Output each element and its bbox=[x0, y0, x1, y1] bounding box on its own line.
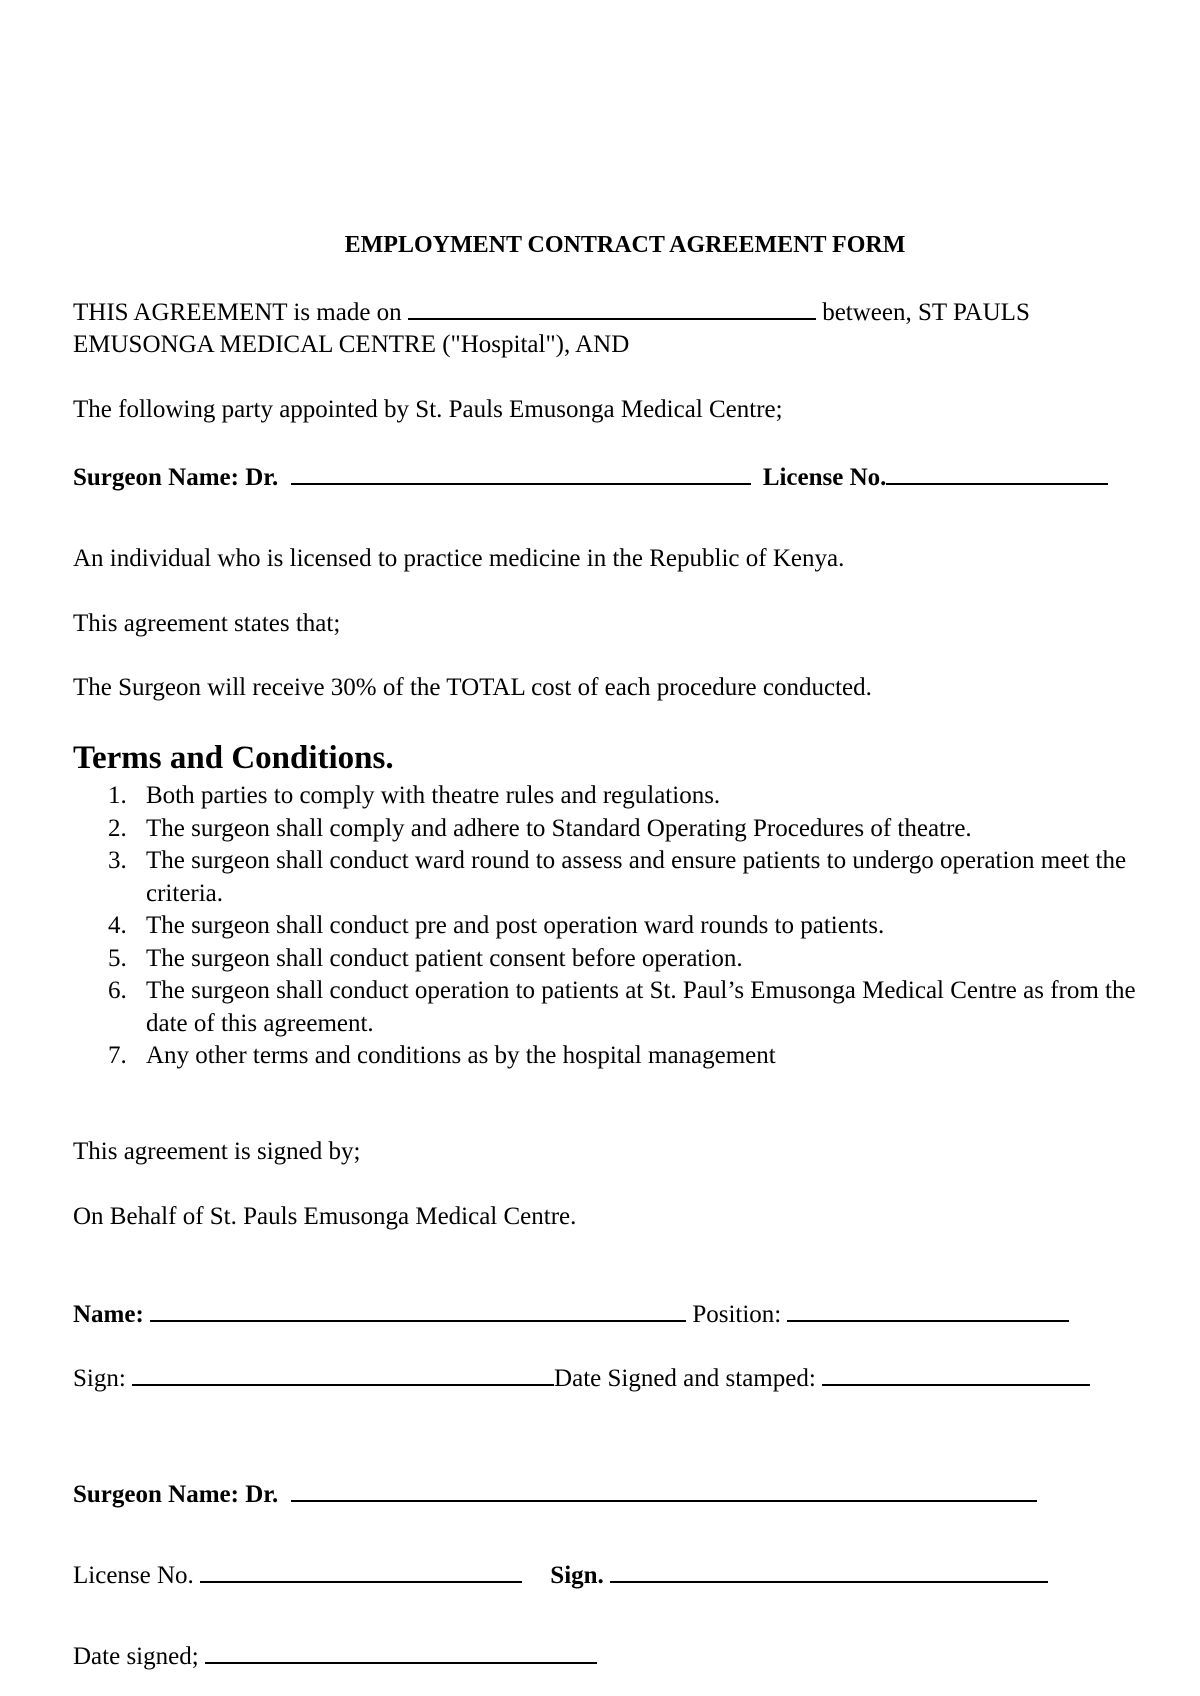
surgeon-sign-name-line bbox=[73, 1478, 1037, 1511]
hospital-name-position-line bbox=[73, 1298, 1069, 1331]
surgeon-date-field[interactable] bbox=[205, 1640, 597, 1664]
hospital-name-field[interactable] bbox=[150, 1298, 686, 1322]
term-item bbox=[0, 780, 1176, 813]
term-item bbox=[0, 1040, 1176, 1073]
surgeon-name-field[interactable] bbox=[291, 461, 751, 485]
surgeon-license-line bbox=[73, 461, 1108, 494]
intro-prefix: THIS AGREEMENT is made on bbox=[73, 299, 402, 326]
surgeon-license-field[interactable] bbox=[200, 1559, 522, 1583]
hospital-sign-field[interactable] bbox=[132, 1362, 554, 1386]
agreement-date-field[interactable] bbox=[408, 296, 816, 320]
intro-line bbox=[73, 296, 1030, 329]
hospital-sign-label: Sign: bbox=[73, 1365, 126, 1392]
document-title: EMPLOYMENT CONTRACT AGREEMENT FORM bbox=[344, 232, 906, 258]
surgeon-sign-name-label: Surgeon Name: Dr. bbox=[73, 1481, 279, 1508]
surgeon-date-label: Date signed; bbox=[73, 1643, 199, 1670]
term-number: 2. bbox=[108, 814, 127, 842]
term-number: 7. bbox=[108, 1042, 127, 1069]
signed-by-text: This agreement is signed by; bbox=[73, 1138, 361, 1165]
states-text: This agreement states that; bbox=[73, 610, 341, 637]
term-number: 5. bbox=[108, 944, 127, 972]
term-text: The surgeon shall conduct operation to patients at St. Paul’s Emusonga Medical Centre as from the date of this agreement. bbox=[146, 977, 1136, 1037]
surgeon-sign-name-field[interactable] bbox=[291, 1478, 1037, 1502]
date-stamped-field[interactable] bbox=[822, 1362, 1090, 1386]
term-item bbox=[0, 943, 1176, 976]
position-label: Position: bbox=[692, 1301, 782, 1328]
term-text: The surgeon shall conduct pre and post operation ward rounds to patients. bbox=[146, 912, 885, 939]
term-item bbox=[0, 910, 1176, 943]
hospital-name-label: Name: bbox=[73, 1301, 144, 1328]
term-number: 3. bbox=[108, 847, 127, 874]
position-field[interactable] bbox=[787, 1298, 1069, 1322]
surgeon-license-sign-line bbox=[73, 1559, 1048, 1592]
term-text: Both parties to comply with theatre rules and regulations. bbox=[146, 782, 721, 809]
intro-line-2: EMUSONGA MEDICAL CENTRE ("Hospital"), AND bbox=[73, 331, 630, 358]
terms-heading: Terms and Conditions. bbox=[73, 740, 394, 776]
on-behalf-text: On Behalf of St. Pauls Emusonga Medical Centre. bbox=[73, 1203, 577, 1230]
term-item bbox=[0, 845, 1176, 910]
payment-text: The Surgeon will receive 30% of the TOTAL cost of each procedure conducted. bbox=[73, 674, 872, 701]
surgeon-sign-label: Sign. bbox=[550, 1562, 604, 1589]
term-item bbox=[0, 975, 1176, 1040]
license-field[interactable] bbox=[886, 461, 1108, 485]
term-number: 1. bbox=[108, 782, 127, 809]
term-text: The surgeon shall conduct ward round to assess and ensure patients to undergo operation meet the criteria. bbox=[146, 847, 1127, 907]
date-stamped-label: Date Signed and stamped: bbox=[554, 1365, 816, 1392]
license-label: License No. bbox=[762, 464, 887, 491]
party-text: The following party appointed by St. Pauls Emusonga Medical Centre; bbox=[73, 396, 783, 423]
surgeon-date-line bbox=[73, 1640, 597, 1673]
term-text: Any other terms and conditions as by the hospital management bbox=[146, 1042, 776, 1069]
term-text: The surgeon shall comply and adhere to Standard Operating Procedures of theatre. bbox=[146, 814, 972, 842]
surgeon-sign-field[interactable] bbox=[610, 1559, 1048, 1583]
term-text: The surgeon shall conduct patient consent before operation. bbox=[146, 944, 743, 972]
term-number: 4. bbox=[108, 912, 127, 939]
surgeon-license-label: License No. bbox=[73, 1562, 194, 1589]
terms-list bbox=[0, 780, 1200, 1073]
hospital-sign-date-line bbox=[73, 1362, 1090, 1395]
intro-suffix: between, ST PAULS bbox=[822, 299, 1030, 326]
individual-text: An individual who is licensed to practice medicine in the Republic of Kenya. bbox=[73, 545, 845, 572]
term-number: 6. bbox=[108, 977, 127, 1004]
term-item bbox=[0, 813, 1176, 846]
surgeon-name-label: Surgeon Name: Dr. bbox=[73, 464, 279, 491]
